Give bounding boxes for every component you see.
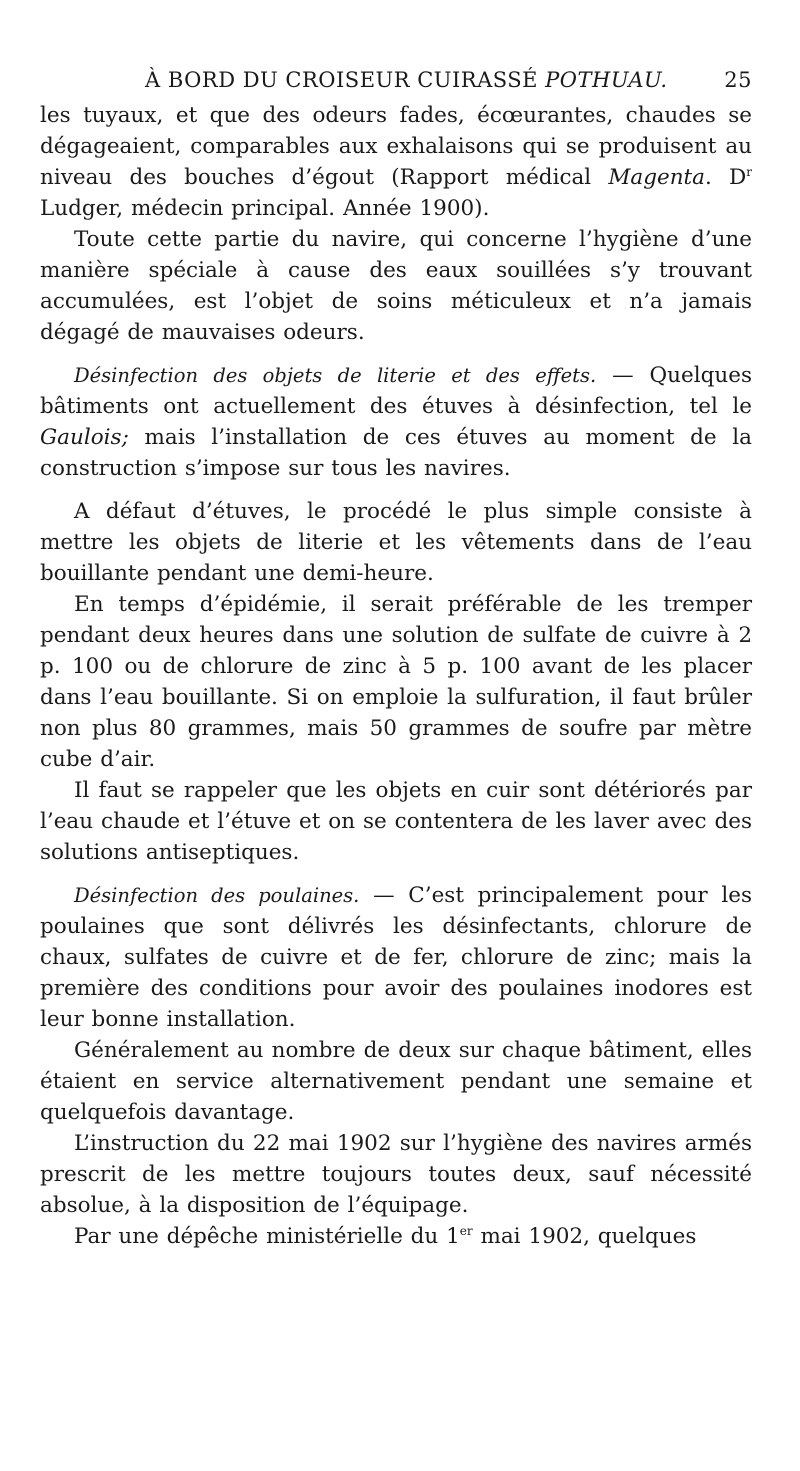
- page-number: 25: [724, 68, 752, 92]
- paragraph-10-text-b: mai 1902, quelques: [472, 1224, 697, 1249]
- ship-name-gaulois: Gaulois;: [40, 425, 129, 450]
- paragraph-9: L’instruction du 22 mai 1902 sur l’hygiène des navires armés prescrit de les mettre toujours toutes deux, sauf nécessité absolue, à la disposition de l’équipage.: [40, 1131, 752, 1218]
- paragraph-1-text-a: les tuyaux, et que des odeurs fades, écœurantes, chaudes se dégageaient, comparables aux exhalaisons qui se produisent au niveau des bouches d’égout (Rapport médical: [40, 103, 752, 190]
- page-header: [40, 60, 752, 100]
- paragraph-1-text-c: Ludger, médecin principal. Année 1900).: [40, 196, 490, 221]
- paragraph-2: Toute cette partie du navire, qui concerne l’hygiène d’une manière spéciale à cause des eaux souillées s’y trouvant accumulées, est l’objet de soins méticuleux et n’a jamais dégagé de mauvaises odeurs.: [40, 227, 752, 345]
- paragraph-6: Il faut se rappeler que les objets en cuir sont détériorés par l’eau chaude et l’étuve et on se contentera de les laver avec des solutions antiseptiques.: [40, 778, 752, 865]
- running-title-text: À BORD DU CROISEUR CUIRASSÉ: [145, 68, 538, 92]
- doctor-superscript: r: [746, 164, 753, 179]
- section-dash: —: [359, 883, 409, 908]
- paragraph-1-text-b: . D: [705, 165, 747, 190]
- section-literie: [40, 360, 752, 484]
- section-dash: —: [596, 363, 650, 388]
- paragraph-1: [40, 100, 752, 224]
- paragraph-8: Généralement au nombre de deux sur chaque bâtiment, elles étaient en service alternativement pendant une semaine et quelquefois davantage.: [40, 1038, 752, 1125]
- paragraph-3-text-a: Quelques bâtiments ont actuellement des étuves à désinfection, tel le: [40, 363, 752, 419]
- running-title-ship: POTHUAU.: [545, 68, 668, 92]
- section-title-poulaines: Désinfection des poulaines.: [74, 884, 360, 907]
- section-title-literie: Désinfection des objets de literie et des effets.: [74, 364, 597, 387]
- book-page: [40, 60, 752, 1252]
- paragraph-4: A défaut d’étuves, le procédé le plus simple consiste à mettre les objets de literie et les vêtements dans de l’eau bouillante pendant une demi-heure.: [40, 499, 752, 586]
- premier-superscript: er: [459, 1223, 473, 1238]
- paragraph-7-text: C’est principalement pour les poulaines que sont délivrés les désinfectants, chlorure de chaux, sulfates de cuivre et de fer, chlorure de zinc; mais la première des conditions pour avoir des poulaines inodores est leur bonne installation.: [40, 883, 753, 1032]
- paragraph-10: [40, 1221, 752, 1252]
- running-title: [145, 68, 668, 92]
- ship-name-magenta: Magenta: [608, 165, 705, 190]
- section-poulaines: [40, 880, 752, 1035]
- paragraph-10-text-a: Par une dépêche ministérielle du 1: [74, 1224, 460, 1249]
- paragraph-5: En temps d’épidémie, il serait préférable de les tremper pendant deux heures dans une solution de sulfate de cuivre à 2 p. 100 ou de chlorure de zinc à 5 p. 100 avant de les placer dans l’eau bouillante. Si on emploie la sulfuration, il faut brûler non plus 80 grammes, mais 50 grammes de soufre par mètre cube d’air.: [40, 592, 752, 772]
- paragraph-3-text-b: mais l’installation de ces étuves au moment de la construction s’impose sur tous les navires.: [40, 425, 752, 481]
- body-text: [40, 100, 752, 1252]
